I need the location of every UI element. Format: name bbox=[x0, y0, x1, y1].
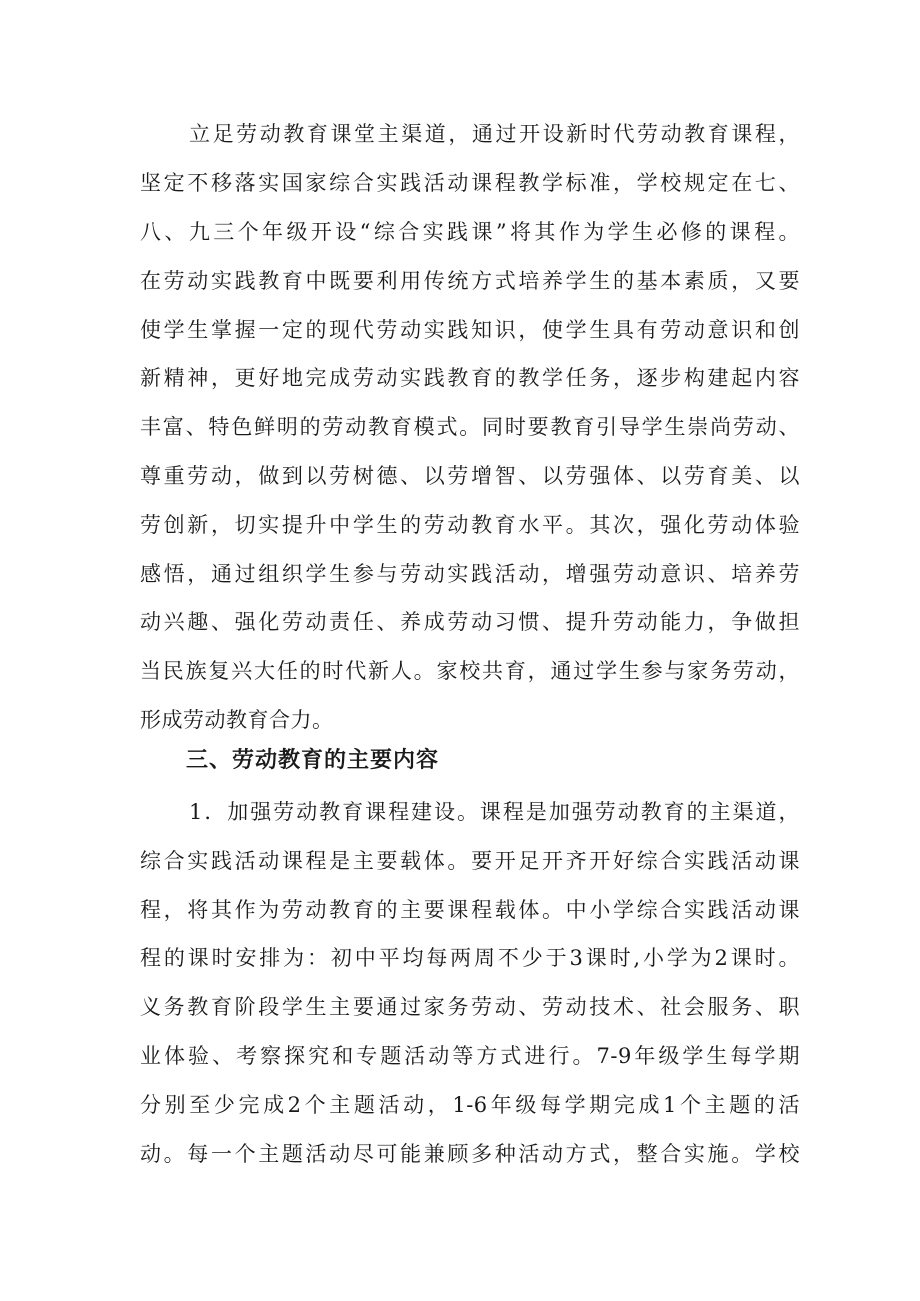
paragraph-line: 丰富、特色鲜明的劳动教育模式。同时要教育引导学生崇尚劳动、 bbox=[140, 415, 800, 439]
paragraph-line: 感悟，通过组织学生参与劳动实践活动，增强劳动意识、培养劳 bbox=[140, 562, 800, 586]
paragraph-line: 立足劳动教育课堂主渠道，通过开设新时代劳动教育课程， bbox=[189, 122, 800, 146]
paragraph-line: 当民族复兴大任的时代新人。家校共育，通过学生参与家务劳动， bbox=[140, 659, 800, 683]
paragraph-line: 劳创新，切实提升中学生的劳动教育水平。其次，强化劳动体验 bbox=[140, 513, 800, 537]
paragraph-line: 形成劳动教育合力。 bbox=[140, 708, 334, 732]
paragraph-line: 分别至少完成2个主题活动，1-6年级每学期完成1个主题的活 bbox=[140, 1093, 800, 1117]
paragraph-line: 动。每一个主题活动尽可能兼顾多种活动方式，整合实施。学校 bbox=[140, 1142, 800, 1166]
paragraph-line: 在劳动实践教育中既要利用传统方式培养学生的基本素质，又要 bbox=[140, 269, 800, 293]
paragraph-line: 综合实践活动课程是主要载体。要开足开齐开好综合实践活动课 bbox=[140, 849, 800, 873]
paragraph-line: 新精神，更好地完成劳动实践教育的教学任务，逐步构建起内容 bbox=[140, 366, 800, 390]
paragraph-line: 程，将其作为劳动教育的主要课程载体。中小学综合实践活动课 bbox=[140, 898, 800, 922]
paragraph-line: 八、九三个年级开设“综合实践课”将其作为学生必修的课程。 bbox=[140, 220, 800, 244]
paragraph-line: 业体验、考察探究和专题活动等方式进行。7-9年级学生每学期 bbox=[140, 1044, 800, 1068]
paragraph-line: 义务教育阶段学生主要通过家务劳动、劳动技术、社会服务、职 bbox=[140, 995, 800, 1019]
paragraph-line: 坚定不移落实国家综合实践活动课程教学标准，学校规定在七、 bbox=[140, 171, 800, 195]
section-heading: 三、劳动教育的主要内容 bbox=[186, 748, 440, 773]
paragraph-line: 1．加强劳动教育课程建设。课程是加强劳动教育的主渠道， bbox=[189, 800, 800, 824]
paragraph-line: 动兴趣、强化劳动责任、养成劳动习惯、提升劳动能力，争做担 bbox=[140, 610, 800, 634]
paragraph-line: 尊重劳动，做到以劳树德、以劳增智、以劳强体、以劳育美、以 bbox=[140, 464, 800, 488]
paragraph-line: 使学生掌握一定的现代劳动实践知识，使学生具有劳动意识和创 bbox=[140, 318, 800, 342]
paragraph-line: 程的课时安排为：初中平均每两周不少于3课时,小学为2课时。 bbox=[140, 946, 800, 970]
